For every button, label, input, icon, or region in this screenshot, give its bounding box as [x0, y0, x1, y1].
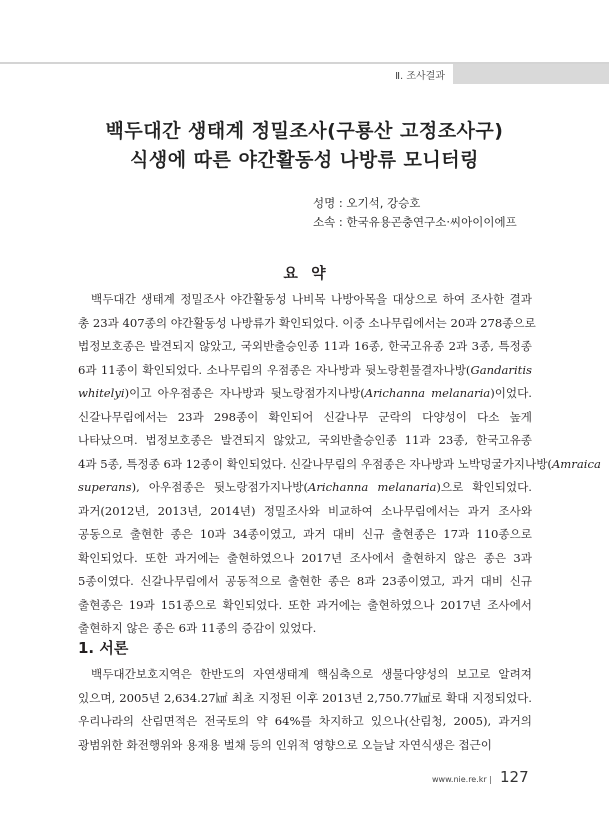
text-segment: 나타났으며. 법정보호종은 발견되지 않았고, 국외반출승인종 11과 23종, 한국고유종: [78, 433, 532, 447]
page-number: 127: [500, 768, 529, 786]
species-name: superans: [78, 480, 132, 494]
footer-url: www.nie.re.kr: [432, 775, 487, 784]
author-affiliation: 소속 : 한국유용곤충연구소·씨아이이에프: [313, 215, 517, 229]
text-segment: 확인되었다. 또한 과거에는 출현하였으나 2017년 조사에서 출현하지 않은 종은 3과: [78, 550, 532, 565]
species-name: Arichanna melanaria: [307, 480, 437, 494]
text-segment: 신갈나무림에서는 23과 298종이 확인되어 신갈나무 군락의 다양성이 다소 높게: [78, 409, 532, 424]
author-names: 성명 : 오기석, 강승호: [313, 196, 421, 210]
text-segment: 출현종은 19과 151종으로 확인되었다. 또한 과거에는 출현하였으나 2017년 조사에서: [78, 597, 532, 612]
text-line: [78, 288, 532, 312]
summary-paragraph: [78, 288, 601, 641]
text-segment: 광범위한 화전행위와 용재용 벌채 등의 인위적 영향으로 오늘날 자연식생은 접근이: [78, 737, 492, 752]
text-segment: 공동으로 출현한 종은 10과 34종이였고, 과거 대비 신규 출현종은 17과 110종으로: [78, 527, 532, 541]
text-segment: 출현하지 않은 종은 6과 11종의 증감이 있었다.: [78, 621, 317, 635]
text-line: [78, 359, 532, 383]
species-name: Amraica: [551, 456, 601, 471]
text-line: [78, 523, 532, 547]
text-line: [78, 547, 532, 571]
text-line: [78, 663, 532, 687]
title-line-2: 식생에 따른 야간활동성 나방류 모니터링: [130, 149, 479, 171]
text-line: [78, 710, 532, 734]
text-line: [78, 335, 532, 359]
running-header: Ⅱ. 조사결과: [395, 71, 445, 82]
text-segment: 총 23과 407종의 야간활동성 나방류가 확인되었다. 이중 소나무림에서는 20과 278종으로: [78, 315, 536, 330]
text-segment: )으로 확인되었다.: [436, 480, 532, 494]
text-segment: 우리나라의 산림면적은 전국토의 약 64%를 차지하고 있으나(산림청, 2005), 과거의: [78, 714, 532, 728]
header-tab-box: [453, 64, 609, 84]
species-name: Gandaritis: [470, 362, 532, 377]
introduction-paragraph: [78, 663, 532, 757]
text-line: [78, 429, 532, 453]
text-line: [78, 382, 532, 406]
text-segment: 6과 11종이 확인되었다. 소나무림의 우점종은 자나방과 뒷노랑흰물결자나방(: [78, 362, 471, 377]
text-line: [78, 687, 532, 711]
title-line-1: 백두대간 생태계 정밀조사(구룡산 고정조사구): [105, 120, 504, 142]
text-line: [78, 500, 532, 524]
text-segment: 과거(2012년, 2013년, 2014년) 정밀조사와 비교하여 소나무림에서는 과거 조사와: [78, 503, 532, 518]
text-segment: 4과 5종, 특정종 6과 12종이 확인되었다. 신갈나무림의 우점종은 자나방과 노박덩굴가지나방(: [78, 456, 552, 471]
text-segment: )이었다.: [490, 386, 532, 400]
section-heading-introduction: 1. 서론: [78, 639, 129, 657]
footer-divider: [490, 776, 491, 784]
species-name: whitelyi: [78, 386, 125, 400]
text-line: [78, 476, 532, 500]
text-segment: 있으며, 2005년 2,634.27㎢ 최초 지정된 이후 2013년 2,750.77㎢로 확대 지정되었다.: [78, 690, 532, 705]
text-line: [78, 570, 532, 594]
text-segment: 법정보호종은 발견되지 않았고, 국외반출승인종 11과 16종, 한국고유종 2과 3종, 특정종: [78, 339, 532, 353]
text-line: [78, 453, 601, 477]
text-line: [78, 312, 536, 336]
species-name: Arichanna melanaria: [364, 386, 491, 400]
text-segment: 백두대간 생태계 정밀조사 야간활동성 나비목 나방아목을 대상으로 하여 조사한 결과: [91, 292, 532, 306]
text-segment: 5종이였다. 신갈나무림에서 공동적으로 출현한 종은 8과 23종이였고, 과거 대비 신규: [78, 574, 532, 588]
text-segment: 백두대간보호지역은 한반도의 자연생태계 핵심축으로 생물다양성의 보고로 알려져: [91, 667, 532, 681]
summary-heading: 요 약: [283, 264, 326, 282]
text-line: [78, 734, 532, 758]
text-line: [78, 617, 532, 641]
text-segment: )이고 아우점종은 자나방과 뒷노랑점가지나방(: [124, 386, 365, 400]
text-line: [78, 594, 532, 618]
text-segment: ), 아우점종은 뒷노랑점가지나방(: [131, 480, 308, 494]
text-line: [78, 406, 532, 430]
